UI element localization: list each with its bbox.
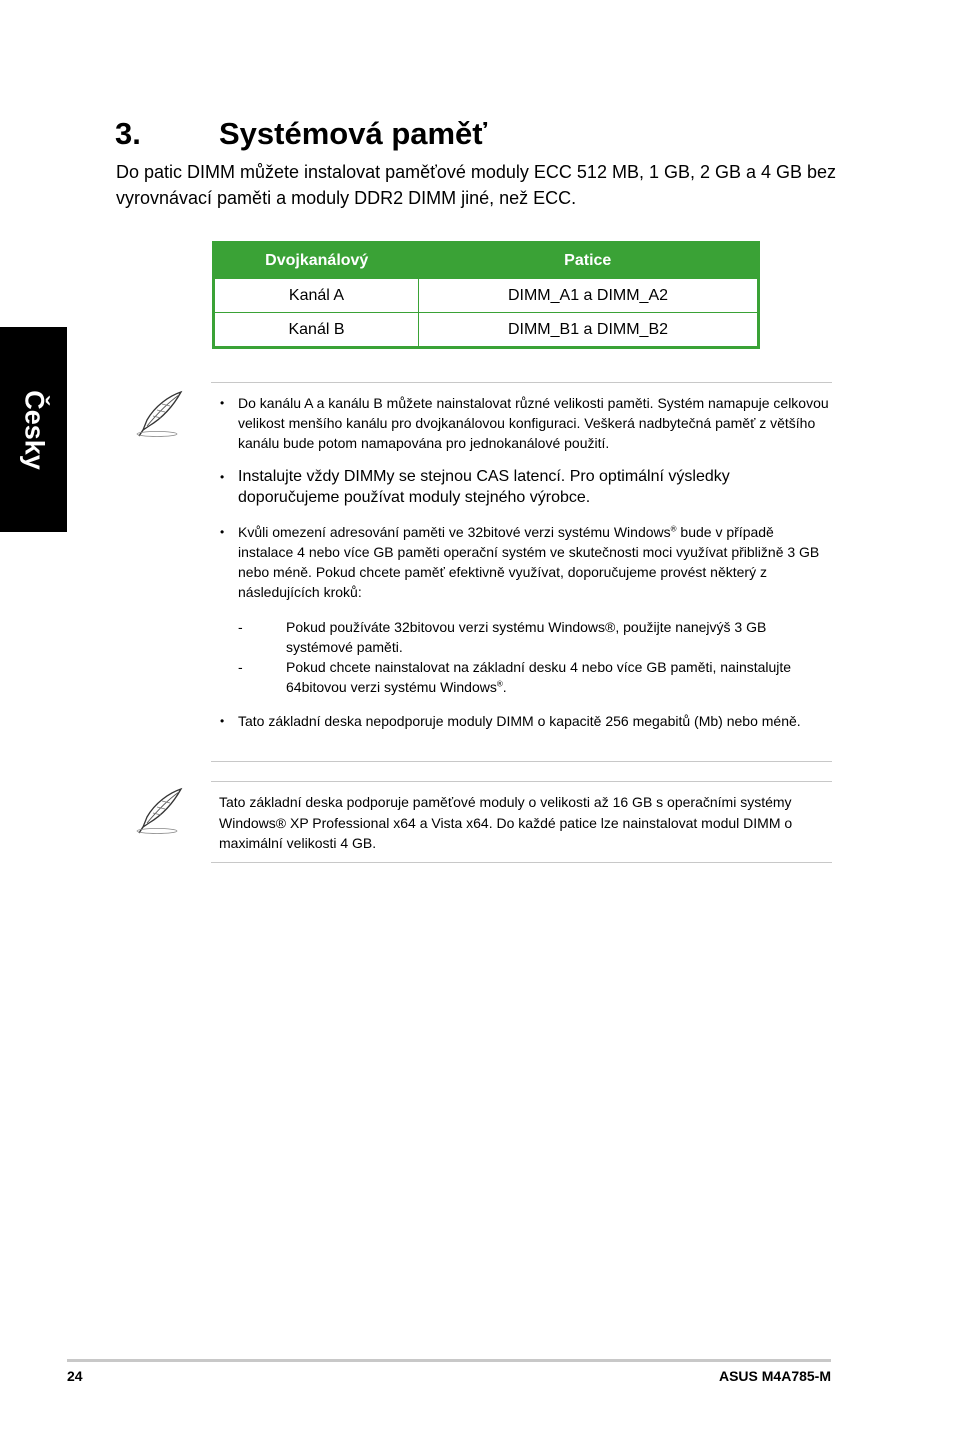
footer-divider xyxy=(67,1359,831,1362)
note-text: Do kanálu A a kanálu B můžete nainstalovat různé velikosti paměti. Systém namapuje celkovou velikost menšího kanálu pro dvojkanálovou konfiguraci. Veškerá nadbytečná paměť z většího kanálu bude potom namapována pro jednokanálové použití. xyxy=(238,395,829,451)
bullet: • xyxy=(220,396,225,410)
bullet: • xyxy=(220,525,225,539)
note-text: Tato základní deska podporuje paměťové moduly o velikosti až 16 GB s operačními systémy Windows® XP Professional x64 a Vista x64. Do každé patice lze nainstalovat modul DIMM o maximální velikosti 4 GB. xyxy=(219,794,793,851)
section-heading xyxy=(115,114,487,154)
table-cell: Kanál A xyxy=(214,279,419,313)
note-text: Tato základní deska nepodporuje moduly DIMM o kapacitě 256 megabitů (Mb) nebo méně. xyxy=(238,713,801,729)
note-item xyxy=(220,393,832,453)
dash: - xyxy=(238,659,243,675)
table-header-row xyxy=(214,243,759,279)
pen-icon xyxy=(135,390,185,438)
subitem-text: Pokud chcete nainstalovat na základní desku 4 nebo více GB paměti, nainstalujte 64bitovou verzi systému Windows®. xyxy=(286,659,792,695)
table-row xyxy=(214,313,759,348)
intro-paragraph: Do patic DIMM můžete instalovat paměťové moduly ECC 512 MB, 1 GB, 2 GB a 4 GB bez vyrovnávací paměti a moduly DDR2 DIMM jiné, než ECC. xyxy=(116,162,837,208)
section-title: Systémová paměť xyxy=(219,116,488,151)
note-item xyxy=(220,522,832,602)
bullet: • xyxy=(220,714,225,728)
table-header-cell: Patice xyxy=(419,243,759,279)
language-side-tab xyxy=(0,327,67,532)
note-text: Kvůli omezení adresování paměti ve 32bitové verzi systému Windows® bude v případě instalace 4 nebo více GB paměti operační systém ve skutečnosti moci využívat přibližně 3 GB nebo méně. Pokud chcete paměť efektivně využívat, doporučujeme provést některý z následujících kroků: xyxy=(238,524,820,600)
product-model: ASUS M4A785-M xyxy=(718,1368,831,1384)
page-number: 24 xyxy=(67,1368,83,1384)
note-text: Instalujte vždy DIMMy se stejnou CAS latencí. Pro optimální výsledky doporučujeme používat moduly stejného výrobce. xyxy=(238,468,730,506)
subitem-text: Pokud používáte 32bitovou verzi systému Windows®, použijte nanejvýš 3 GB systémové paměti. xyxy=(286,619,767,655)
table-cell: DIMM_A1 a DIMM_A2 xyxy=(419,279,759,313)
table-row xyxy=(214,279,759,313)
table-cell: DIMM_B1 a DIMM_B2 xyxy=(419,313,759,348)
pen-icon xyxy=(135,787,185,835)
language-label: Česky xyxy=(19,389,49,470)
note-subitem xyxy=(238,657,818,697)
table-header-cell: Dvojkanálový xyxy=(214,243,419,279)
note-item xyxy=(220,467,832,508)
note-subitem xyxy=(238,617,818,657)
dash: - xyxy=(238,619,243,635)
dimm-channel-table xyxy=(212,241,760,349)
bullet: • xyxy=(220,470,225,484)
section-number: 3. xyxy=(115,116,141,151)
note-item xyxy=(220,711,832,731)
table-cell: Kanál B xyxy=(214,313,419,348)
